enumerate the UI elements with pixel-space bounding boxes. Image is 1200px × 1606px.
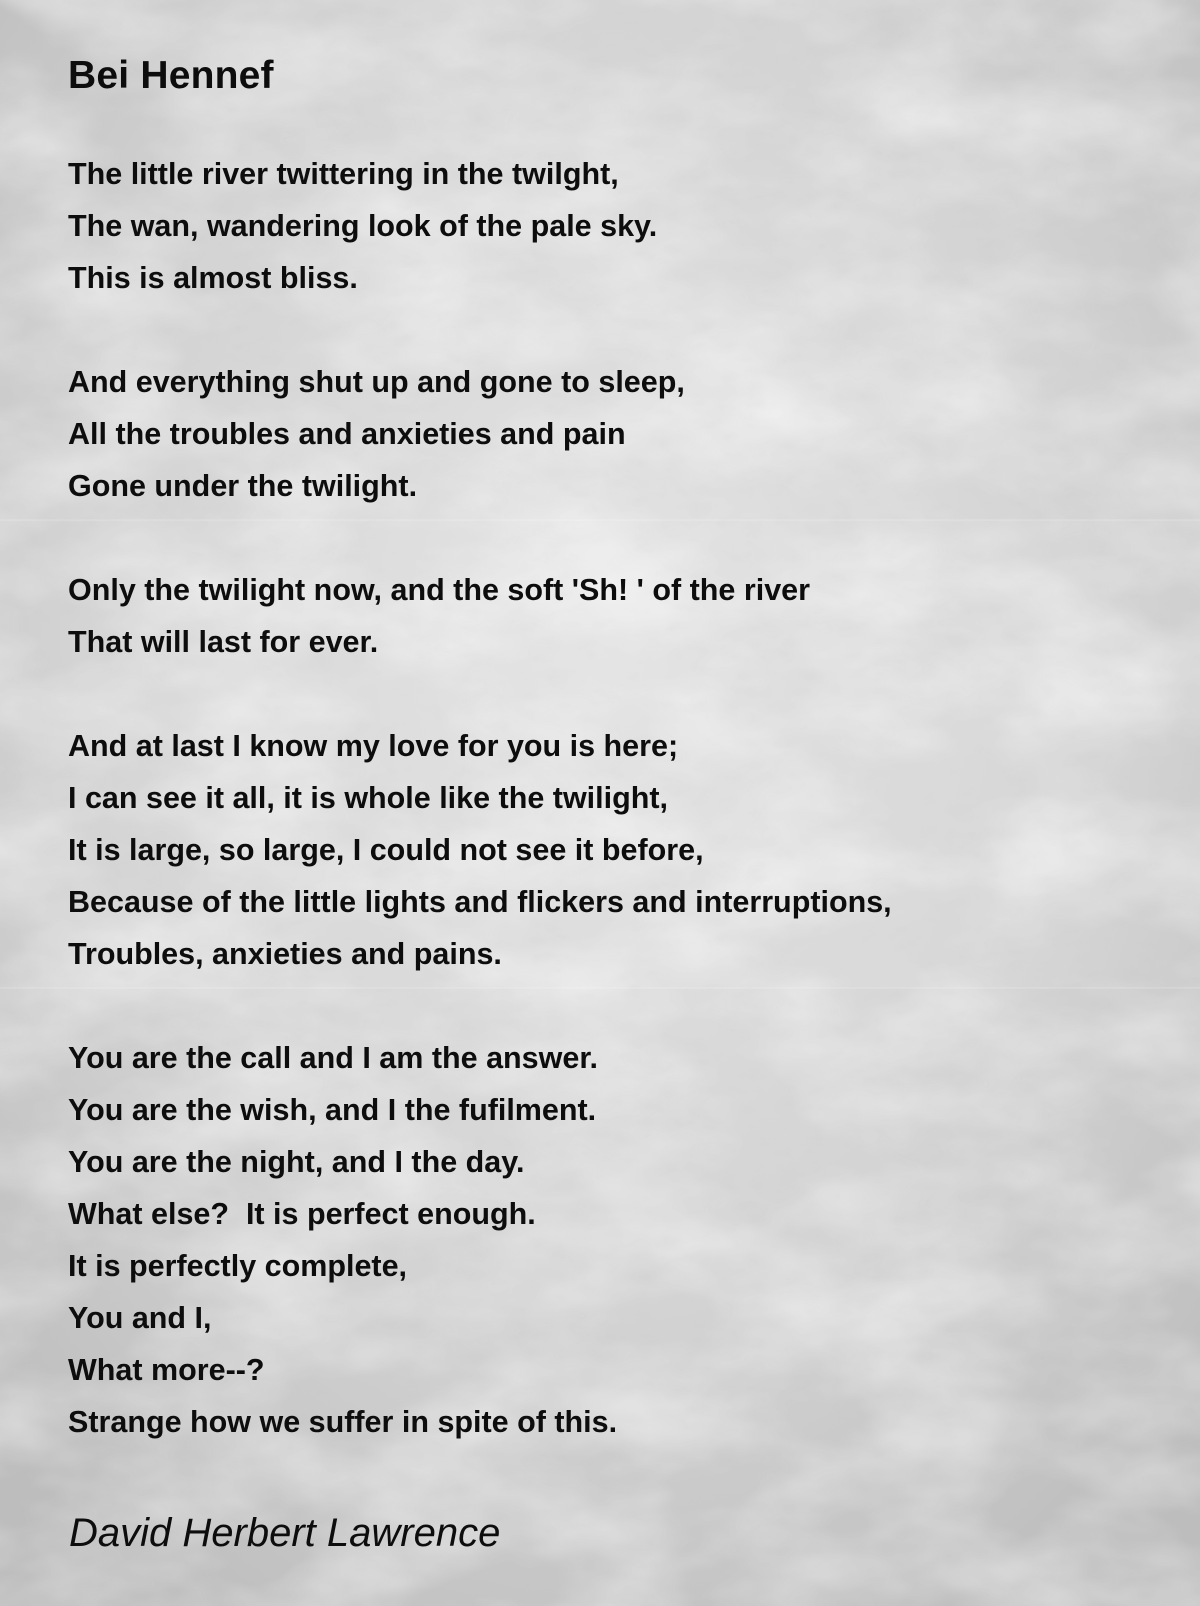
poem-line: And everything shut up and gone to sleep, xyxy=(68,365,685,399)
poem-line: You are the wish, and I the fufilment. xyxy=(68,1093,597,1127)
poem-line: Gone under the twilight. xyxy=(68,469,418,503)
poem-line: It is perfectly complete, xyxy=(68,1249,407,1283)
poem-line: And at last I know my love for you is here; xyxy=(68,729,679,763)
poem-line: You and I, xyxy=(68,1301,212,1335)
poem-line: All the troubles and anxieties and pain xyxy=(68,417,626,451)
poem-line: I can see it all, it is whole like the twilight, xyxy=(68,781,668,815)
poem-line: What more--? xyxy=(68,1353,265,1387)
poem-line: You are the night, and I the day. xyxy=(68,1145,525,1179)
poem-line: Strange how we suffer in spite of this. xyxy=(68,1405,618,1439)
poem-line: You are the call and I am the answer. xyxy=(68,1041,598,1075)
poem-line: What else? It is perfect enough. xyxy=(68,1197,536,1231)
poem-line: This is almost bliss. xyxy=(68,261,358,295)
poem-line: It is large, so large, I could not see it before, xyxy=(68,833,704,867)
poem-author: David Herbert Lawrence xyxy=(69,1511,501,1555)
poem-line: Troubles, anxieties and pains. xyxy=(68,937,502,971)
poem-line: Only the twilight now, and the soft 'Sh! ' of the river xyxy=(68,573,810,607)
poem-line: Because of the little lights and flickers and interruptions, xyxy=(68,885,892,919)
poem-line: The little river twittering in the twilght, xyxy=(68,157,619,191)
poem-line: The wan, wandering look of the pale sky. xyxy=(68,209,658,243)
poem-line: That will last for ever. xyxy=(68,625,379,659)
poem-title: Bei Hennef xyxy=(68,54,274,97)
